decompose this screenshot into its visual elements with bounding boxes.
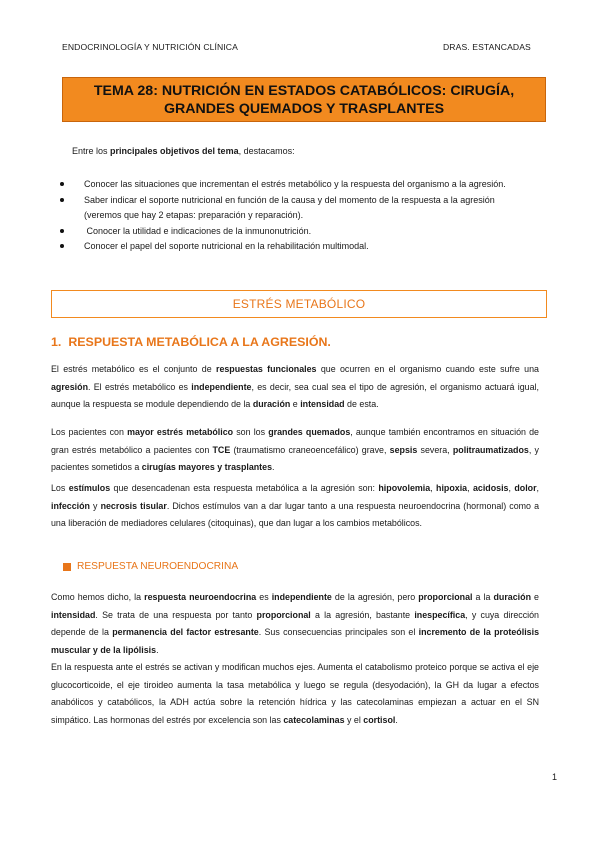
body-text: Como hemos dicho, la [51,592,145,602]
objective-item [84,224,524,240]
paragraph-3 [51,480,539,533]
page-number: 1 [552,772,558,782]
body-text: , [508,483,515,493]
body-text: a la agresión, bastante [310,609,415,620]
body-text: . Dichos estímulos van a dar lugar tanto a una respuesta neuroendocrina (hormonal) como a una liberación de mediadores celulares (citoquinas), que dan lugar a los cambios metabólicos. [51,500,540,528]
emphasis-text: acidosis [472,483,509,493]
emphasis-text: sepsis [389,444,418,455]
emphasis-text: cirugías mayores y trasplantes [141,462,273,472]
objective-item [84,177,524,193]
body-text: , [536,483,540,493]
paragraph-2 [51,424,539,477]
emphasis-text: incremento de la proteólisis muscular y de la lipólisis [51,627,539,655]
running-header-right: DRAS. ESTANCADAS [443,42,531,52]
body-text: . [272,462,275,472]
emphasis-text: intensidad [300,399,345,409]
heading-1-number: 1. [51,335,62,349]
emphasis-text: grandes quemados [268,427,351,437]
body-text: En la respuesta ante el estrés se activan y modifican muchos ejes. Aumenta el catabolismo proteico porque se activa el eje glucocorticoide, el eje tiroideo aumenta la tasa metabólica y luego se regula (desyodación), la GH da lugar a efectos anabólicos y catabólicos, la ADH actúa sobre la retención hídrica y las catecolaminas empiezan a actuar en el SN simpático. Las hormonas del estrés por excelencia son las [51,662,539,725]
body-text: es [256,592,272,602]
bullet-icon [60,182,64,186]
intro-post: , destacamos: [238,146,295,156]
body-text: que ocurren en el organismo cuando este sufre una [316,364,539,374]
body-text: , [430,483,437,493]
body-text: e [531,592,539,602]
body-text: de la agresión, pero [331,592,419,602]
heading-1 [51,335,331,349]
topic-title-box [62,77,546,122]
paragraph-1 [51,361,539,414]
body-text: (traumatismo craneoencefálico) grave, [230,444,390,455]
emphasis-text: independiente [271,592,332,602]
objective-text: Conocer el papel del soporte nutricional en la rehabilitación multimodal. [84,241,369,251]
objectives-list [84,177,524,255]
paragraph-4 [51,589,539,659]
emphasis-text: respuestas funcionales [215,364,317,374]
heading-2 [63,561,238,572]
intro-text [72,146,295,156]
body-text: Los [51,483,69,493]
bullet-icon [60,244,64,248]
topic-title-line-1: TEMA 28: NUTRICIÓN EN ESTADOS CATABÓLICOS: CIRUGÍA, [93,82,515,99]
intro-pre: Entre los [72,146,111,156]
section-title: ESTRÉS METABÓLICO [232,297,366,311]
emphasis-text: mayor estrés metabólico [127,427,234,437]
heading-1-text: RESPUESTA METABÓLICA A LA AGRESIÓN. [68,335,331,349]
emphasis-text: hipoxia [436,483,468,493]
body-text: , y pacientes sometidos a [51,444,539,472]
body-text: , y cuya dirección depende de la [51,609,539,637]
section-title-box [51,290,547,318]
emphasis-text: independiente [191,381,252,392]
emphasis-text: catecolaminas [283,714,345,725]
body-text: a la [472,592,494,602]
bullet-icon [60,198,64,202]
body-text: . [156,644,159,655]
body-text: severa, [417,444,453,455]
body-text: . Sus consecuencias principales son el [258,627,419,637]
body-text: , aunque también encontramos en situación de gran estrés metabólico a pacientes con [51,427,539,455]
emphasis-text: dolor [514,483,537,493]
emphasis-text: cortisol [363,714,396,725]
body-text: son los [233,427,269,437]
body-text: . El estrés metabólico es [88,381,192,392]
emphasis-text: agresión [51,381,88,392]
body-text: , [467,483,473,493]
square-bullet-icon [63,563,71,571]
intro-bold: principales objetivos del tema [110,146,239,156]
emphasis-text: duración [493,592,531,602]
emphasis-text: politraumatizados [452,444,529,455]
paragraph-5 [51,659,539,729]
running-header-left: ENDOCRINOLOGÍA Y NUTRICIÓN CLÍNICA [62,42,238,52]
body-text: Los pacientes con [51,427,128,437]
body-text: , es decir, sea cual sea el tipo de agresión, el organismo actuará igual, aunque la respuesta se module dependiendo de la [51,381,539,409]
objective-item [84,239,524,255]
body-text: . Se trata de una respuesta por tanto [95,609,257,620]
emphasis-text: inespecífica [414,609,466,620]
body-text: que desencadenan esta respuesta metabólica a la agresión son: [110,483,379,493]
body-text: y [89,500,101,511]
body-text: y el [344,714,364,725]
emphasis-text: respuesta neuroendocrina [144,592,257,602]
heading-2-text: RESPUESTA NEUROENDOCRINA [77,561,239,572]
emphasis-text: intensidad [51,609,96,620]
emphasis-text: proporcional [418,592,473,602]
objective-item [84,193,524,224]
emphasis-text: permanencia del factor estresante [112,627,259,637]
body-text: El estrés metabólico es el conjunto de [51,364,216,374]
body-text: de esta. [344,399,379,409]
emphasis-text: duración [252,399,291,409]
emphasis-text: infección [51,500,90,511]
emphasis-text: hipovolemia [378,483,431,493]
objective-text: Conocer las situaciones que incrementan el estrés metabólico y la respuesta del organismo a la agresión. [84,179,506,189]
objective-text: Saber indicar el soporte nutricional en función de la causa y del momento de la respuesta a la agresión (veremos que hay 2 etapas: preparación y reparación). [84,194,495,220]
body-text: e [290,399,301,409]
topic-title-line-2: GRANDES QUEMADOS Y TRASPLANTES [163,100,445,117]
emphasis-text: necrosis tisular [100,500,167,511]
body-text: . [395,714,398,725]
objective-text: Conocer la utilidad e indicaciones de la inmunonutrición. [84,225,312,236]
bullet-icon [60,229,64,233]
emphasis-text: estímulos [68,483,111,493]
emphasis-text: TCE [212,444,231,455]
emphasis-text: proporcional [256,609,311,620]
